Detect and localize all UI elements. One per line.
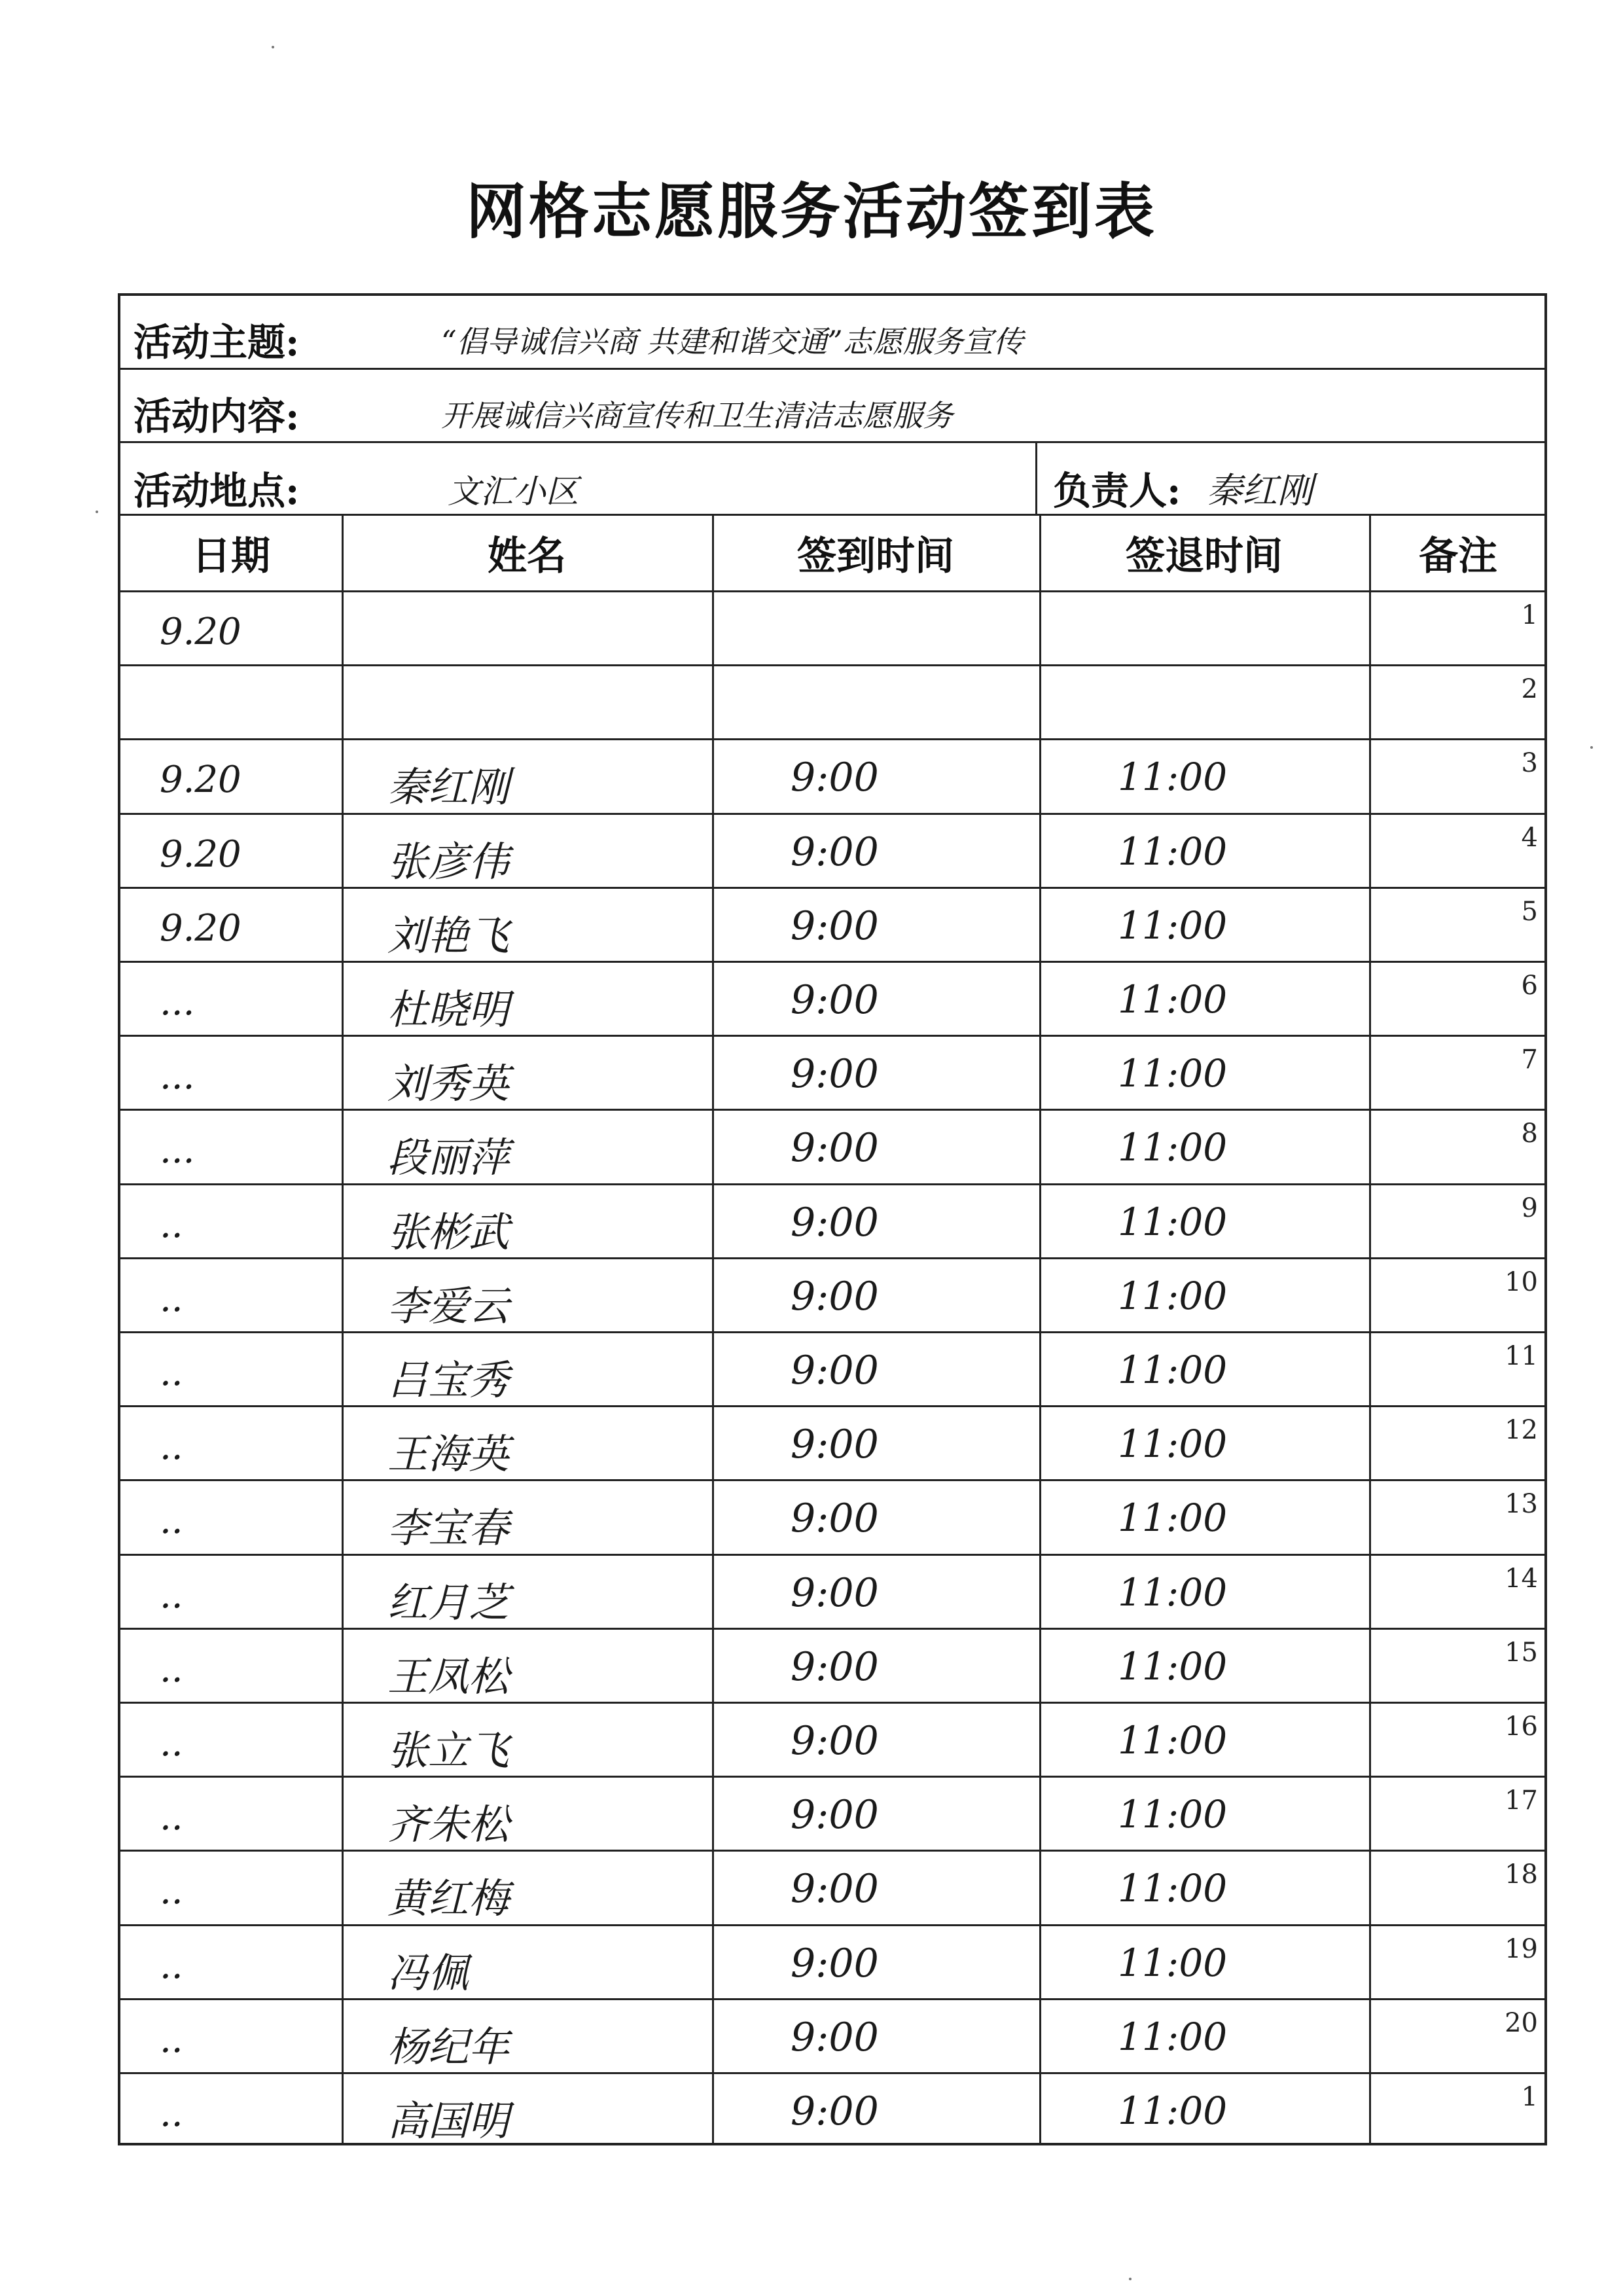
table-row <box>120 1183 1544 1257</box>
cell-date <box>120 2074 342 2146</box>
handwritten-in: 9:00 <box>791 1718 879 1764</box>
header-checkout: 签退时间 <box>1126 533 1283 579</box>
cell-name <box>342 1185 712 1257</box>
cell-out <box>1039 1556 1369 1628</box>
cell-in <box>712 1630 1039 1702</box>
cell-out <box>1039 1037 1369 1109</box>
cell-name <box>342 1111 712 1183</box>
cell-out <box>1039 1778 1369 1850</box>
table-row <box>120 1776 1544 1850</box>
cell-name <box>342 1778 712 1850</box>
content-value: 开展诚信兴商宣传和卫生清洁志愿服务 <box>441 398 953 433</box>
theme-value: “倡导诚信兴商 共建和谐交通”志愿服务宣传 <box>441 324 1024 359</box>
cell-date <box>120 1111 342 1183</box>
handwritten-out: 11:00 <box>1118 2089 1228 2133</box>
cell-date <box>120 1481 342 1553</box>
leader-value: 秦红刚 <box>1207 470 1313 511</box>
table-row <box>120 1257 1544 1331</box>
table-row <box>120 1998 1544 2072</box>
leader-divider <box>1035 443 1037 514</box>
row-number: 18 <box>1505 1859 1538 1890</box>
handwritten-date: .. <box>160 1870 183 1913</box>
cell-out <box>1039 889 1369 961</box>
handwritten-out: 11:00 <box>1118 1273 1228 1318</box>
row-number: 9 <box>1521 1193 1538 1223</box>
cell-name <box>342 815 712 887</box>
cell-date <box>120 2000 342 2072</box>
cell-date <box>120 1037 342 1109</box>
theme-label: 活动主题: <box>134 320 300 365</box>
cell-name <box>342 963 712 1035</box>
cell-name <box>342 1556 712 1628</box>
handwritten-name: 李宝春 <box>387 1504 510 1552</box>
page-title: 网格志愿服务活动签到表 <box>465 176 1157 247</box>
cell-out <box>1039 1481 1369 1553</box>
cell-date <box>120 666 342 738</box>
handwritten-date: .. <box>160 1722 183 1765</box>
cell-date <box>120 815 342 887</box>
row-number: 16 <box>1505 1712 1538 1742</box>
cell-in <box>712 740 1039 812</box>
cell-name <box>342 1037 712 1109</box>
handwritten-in: 9:00 <box>791 829 879 875</box>
cell-in <box>712 592 1039 664</box>
row-number: 15 <box>1505 1637 1538 1668</box>
handwritten-out: 11:00 <box>1118 977 1228 1022</box>
cell-out <box>1039 592 1369 664</box>
cell-name <box>342 1259 712 1331</box>
cell-name <box>342 2074 712 2146</box>
table-row <box>120 961 1544 1035</box>
cell-out <box>1039 1111 1369 1183</box>
content-row <box>120 370 1544 443</box>
cell-name <box>342 740 712 812</box>
handwritten-out: 11:00 <box>1118 1125 1228 1170</box>
handwritten-in: 9:00 <box>791 1643 879 1690</box>
cell-name <box>342 889 712 961</box>
row-number: 12 <box>1505 1415 1538 1446</box>
row-number: 7 <box>1521 1045 1538 1075</box>
handwritten-name: 吕宝秀 <box>387 1356 510 1404</box>
handwritten-out: 11:00 <box>1118 1570 1228 1615</box>
table-row <box>120 1109 1544 1183</box>
table-row <box>120 887 1544 961</box>
handwritten-out: 11:00 <box>1118 1792 1228 1837</box>
header-name: 姓名 <box>488 533 566 579</box>
cell-in <box>712 666 1039 738</box>
handwritten-in: 9:00 <box>791 1348 879 1393</box>
handwritten-out: 11:00 <box>1118 1718 1228 1763</box>
cell-date <box>120 1333 342 1405</box>
handwritten-in: 9:00 <box>791 2014 879 2060</box>
handwritten-date: 9.20 <box>160 906 241 950</box>
row-number: 8 <box>1521 1119 1538 1149</box>
handwritten-date: .. <box>160 1426 183 1469</box>
cell-name <box>342 1926 712 1998</box>
table-row <box>120 1331 1544 1405</box>
cell-out <box>1039 1185 1369 1257</box>
row-number: 6 <box>1521 971 1538 1001</box>
handwritten-in: 9:00 <box>791 1496 879 1542</box>
location-label: 活动地点: <box>134 469 300 513</box>
handwritten-name: 杜晓明 <box>387 986 510 1033</box>
table-row <box>120 1924 1544 1998</box>
handwritten-in: 9:00 <box>791 903 879 949</box>
cell-out <box>1039 2000 1369 2072</box>
handwritten-date: .. <box>160 2092 183 2135</box>
handwritten-date: .. <box>160 1796 183 1839</box>
row-number: 17 <box>1505 1785 1538 1816</box>
handwritten-name: 张彬武 <box>387 1208 510 1256</box>
handwritten-date: 9.20 <box>160 833 241 876</box>
content-label: 活动内容: <box>134 394 300 439</box>
row-number: 5 <box>1521 896 1538 927</box>
handwritten-in: 9:00 <box>791 2089 879 2134</box>
cell-in <box>712 1704 1039 1776</box>
handwritten-in: 9:00 <box>791 755 879 801</box>
cell-name <box>342 1704 712 1776</box>
cell-out <box>1039 740 1369 812</box>
cell-date <box>120 1704 342 1776</box>
cell-in <box>712 889 1039 961</box>
handwritten-name: 李爱云 <box>387 1282 510 1330</box>
cell-in <box>712 1185 1039 1257</box>
cell-date <box>120 963 342 1035</box>
table-row <box>120 664 1544 738</box>
table-row <box>120 1554 1544 1628</box>
cell-date <box>120 1630 342 1702</box>
cell-date <box>120 1926 342 1998</box>
handwritten-date: 9.20 <box>160 759 241 802</box>
handwritten-name: 刘艳飞 <box>387 911 510 960</box>
handwritten-in: 9:00 <box>791 1051 879 1098</box>
handwritten-out: 11:00 <box>1118 1051 1228 1096</box>
cell-name <box>342 592 712 664</box>
header-remarks: 备注 <box>1419 533 1497 579</box>
cell-name <box>342 1407 712 1479</box>
header-checkin: 签到时间 <box>797 533 954 579</box>
cell-out <box>1039 2074 1369 2146</box>
cell-date <box>120 1185 342 1257</box>
row-number: 19 <box>1505 1933 1538 1964</box>
handwritten-date: ... <box>160 1055 195 1098</box>
cell-in <box>712 1259 1039 1331</box>
handwritten-date: 9.20 <box>160 611 241 653</box>
cell-date <box>120 889 342 961</box>
handwritten-out: 11:00 <box>1118 2014 1228 2059</box>
row-number: 11 <box>1505 1341 1538 1371</box>
handwritten-in: 9:00 <box>791 1570 879 1616</box>
cell-date <box>120 1778 342 1850</box>
row-number: 2 <box>1521 674 1538 705</box>
handwritten-date: .. <box>160 1573 183 1617</box>
handwritten-in: 9:00 <box>791 1199 879 1246</box>
row-number: 4 <box>1521 822 1538 853</box>
cell-in <box>712 2000 1039 2072</box>
row-number: 1 <box>1521 2082 1538 2112</box>
scan-speck <box>96 511 98 513</box>
cell-date <box>120 1852 342 1924</box>
cell-date <box>120 1259 342 1331</box>
table-row <box>120 1479 1544 1553</box>
cell-in <box>712 1037 1039 1109</box>
cell-out <box>1039 1259 1369 1331</box>
cell-in <box>712 815 1039 887</box>
cell-in <box>712 1407 1039 1479</box>
table-row <box>120 738 1544 812</box>
table-row <box>120 1628 1544 1702</box>
handwritten-name: 高国明 <box>387 2097 510 2145</box>
table-row <box>120 2072 1544 2146</box>
table-row <box>120 1850 1544 1924</box>
cell-date <box>120 1556 342 1628</box>
handwritten-date: ... <box>160 1129 195 1172</box>
location-row <box>120 443 1544 516</box>
cell-out <box>1039 666 1369 738</box>
row-number: 10 <box>1505 1266 1538 1297</box>
handwritten-out: 11:00 <box>1118 1866 1228 1911</box>
handwritten-name: 红月芝 <box>387 1578 510 1626</box>
row-number: 3 <box>1521 748 1538 779</box>
cell-name <box>342 1630 712 1702</box>
handwritten-in: 9:00 <box>791 1940 879 1986</box>
cell-date <box>120 592 342 664</box>
handwritten-out: 11:00 <box>1118 755 1228 800</box>
handwritten-name: 齐朱松 <box>387 1801 510 1849</box>
scan-speck <box>1590 746 1593 749</box>
row-number: 1 <box>1521 600 1538 630</box>
cell-in <box>712 1556 1039 1628</box>
table-row <box>120 1035 1544 1109</box>
table-row <box>120 1702 1544 1776</box>
handwritten-date: .. <box>160 1203 183 1246</box>
cell-out <box>1039 1407 1369 1479</box>
row-number: 14 <box>1505 1563 1538 1594</box>
handwritten-date: .. <box>160 2018 183 2061</box>
cell-in <box>712 1481 1039 1553</box>
handwritten-out: 11:00 <box>1118 1422 1228 1467</box>
leader-label: 负责人: <box>1053 469 1181 513</box>
cell-out <box>1039 1630 1369 1702</box>
handwritten-date: .. <box>160 1277 183 1320</box>
handwritten-out: 11:00 <box>1118 1348 1228 1392</box>
cell-in <box>712 1852 1039 1924</box>
scan-speck <box>272 46 274 48</box>
cell-name <box>342 666 712 738</box>
handwritten-date: ... <box>160 981 195 1024</box>
signin-table <box>120 516 1544 2145</box>
handwritten-name: 秦红刚 <box>387 763 510 812</box>
handwritten-out: 11:00 <box>1118 1496 1228 1541</box>
handwritten-out: 11:00 <box>1118 829 1228 874</box>
handwritten-in: 9:00 <box>791 1866 879 1912</box>
handwritten-name: 冯佩 <box>387 1948 469 1997</box>
handwritten-in: 9:00 <box>791 1273 879 1319</box>
handwritten-date: .. <box>160 1647 183 1691</box>
handwritten-name: 段丽萍 <box>387 1134 510 1182</box>
handwritten-name: 王海英 <box>387 1430 510 1479</box>
handwritten-in: 9:00 <box>791 977 879 1023</box>
handwritten-out: 11:00 <box>1118 1643 1228 1689</box>
handwritten-date: .. <box>160 1499 183 1543</box>
row-number: 13 <box>1505 1489 1538 1520</box>
cell-in <box>712 1926 1039 1998</box>
row-number: 20 <box>1505 2007 1538 2038</box>
cell-out <box>1039 1926 1369 1998</box>
handwritten-out: 11:00 <box>1118 903 1228 948</box>
handwritten-in: 9:00 <box>791 1422 879 1468</box>
cell-in <box>712 1111 1039 1183</box>
handwritten-name: 黄红梅 <box>387 1874 510 1923</box>
handwritten-in: 9:00 <box>791 1125 879 1172</box>
cell-in <box>712 2074 1039 2146</box>
scan-speck <box>1129 2278 1132 2280</box>
header-date: 日期 <box>192 533 270 579</box>
cell-name <box>342 1333 712 1405</box>
cell-date <box>120 740 342 812</box>
cell-in <box>712 1778 1039 1850</box>
handwritten-name: 张彦伟 <box>387 837 510 886</box>
handwritten-out: 11:00 <box>1118 1199 1228 1244</box>
handwritten-name: 张立飞 <box>387 1727 510 1774</box>
theme-row <box>120 296 1544 370</box>
handwritten-out: 11:00 <box>1118 1940 1228 1985</box>
cell-date <box>120 1407 342 1479</box>
cell-name <box>342 2000 712 2072</box>
signin-sheet <box>118 293 1547 2145</box>
handwritten-name: 王凤松 <box>387 1652 510 1700</box>
handwritten-in: 9:00 <box>791 1792 879 1839</box>
cell-out <box>1039 1852 1369 1924</box>
cell-out <box>1039 963 1369 1035</box>
handwritten-name: 杨纪年 <box>387 2022 510 2071</box>
cell-name <box>342 1481 712 1553</box>
location-value: 文汇小区 <box>448 473 579 511</box>
handwritten-name: 刘秀英 <box>387 1060 510 1108</box>
cell-out <box>1039 1333 1369 1405</box>
handwritten-date: .. <box>160 1944 183 1987</box>
table-row <box>120 590 1544 664</box>
table-row <box>120 813 1544 887</box>
cell-out <box>1039 815 1369 887</box>
handwritten-date: .. <box>160 1352 183 1394</box>
cell-out <box>1039 1704 1369 1776</box>
cell-in <box>712 1333 1039 1405</box>
cell-name <box>342 1852 712 1924</box>
cell-in <box>712 963 1039 1035</box>
table-row <box>120 1405 1544 1479</box>
